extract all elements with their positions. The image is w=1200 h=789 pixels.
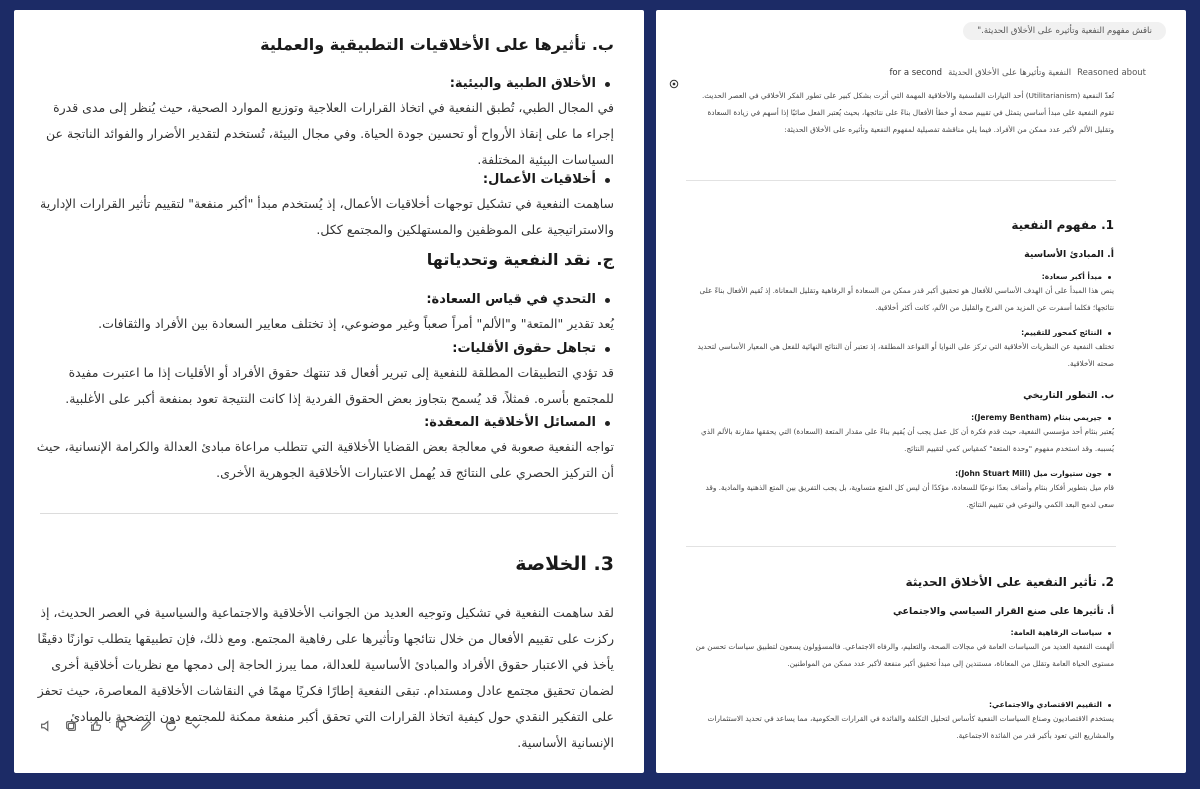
- regenerate-icon[interactable]: [163, 718, 178, 733]
- item-heading: مبدأ أكبر سعادة:: [694, 272, 1102, 281]
- subsection-heading: أ. تأثيرها على صنع القرار السياسي والاجتماعي: [892, 606, 1114, 617]
- speaker-icon[interactable]: [38, 718, 53, 733]
- item-body: في المجال الطبي، تُطبق النفعية في اتخاذ القرارات العلاجية وتوزيع الموارد الصحية، حيث يُنظر إلى مدى قدرة إجراء ما على إنقاذ الأرواح أو تحسين جودة الحياة. وفي مجال البيئة، تُستخدم لتقدير الأضرار والفوائد الناتجة عن السياسات البيئية المختلفة.: [46, 100, 614, 167]
- list-item: [34, 292, 614, 337]
- item-body: ينص هذا المبدأ على أن الهدف الأساسي للأفعال هو تحقيق أكبر قدر ممكن من السعادة أو الرفاهية وتقليل المعاناة. إذ تُقيم الأفعال بناءً على نتائجها؛ فكلما أسفرت عن المزيد من الفرح والقليل من الألم، كانت أكثر أخلاقية.: [699, 286, 1114, 312]
- item-body: ساهمت النفعية في تشكيل توجهات أخلاقيات الأعمال، إذ يُستخدم مبدأ "أكبر منفعة" لتقييم تأثير القرارات الإدارية والاستراتيجية على الموظفين والمستهلكين والمجتمع ككل.: [40, 196, 614, 237]
- section-heading: 2. تأثير النفعية على الأخلاق الحديثة: [905, 575, 1114, 589]
- list-item: [694, 700, 1114, 744]
- item-heading: المسائل الأخلاقية المعقدة:: [34, 415, 596, 430]
- list-item: [694, 628, 1114, 672]
- chat-conversation-panel: [656, 10, 1186, 773]
- reasoning-summary[interactable]: [686, 68, 1146, 78]
- list-item: [34, 341, 614, 412]
- reasoned-topic: النفعية وتأثيرها على الأخلاق الحديثة: [948, 68, 1072, 78]
- list-item: [694, 413, 1114, 457]
- assistant-logo-icon: [669, 79, 679, 89]
- list-item: [34, 415, 614, 486]
- item-body: قد تؤدي التطبيقات المطلقة للنفعية إلى تبرير أفعال قد تنتهك حقوق الأفراد أو الأقليات إذا ما اعتبرت مفيدة للمجتمع بأسره. فمثلاً، قد يُسمح بتجاوز بعض الحقوق الفردية إذا كانت النتيجة تعود بمنفعة أكبر على الأغلبية.: [65, 365, 614, 406]
- thumbs-up-icon[interactable]: [88, 718, 103, 733]
- edit-icon[interactable]: [138, 718, 153, 733]
- chevron-down-icon[interactable]: [188, 718, 203, 733]
- item-body: تواجه النفعية صعوبة في معالجة بعض القضايا الأخلاقية التي تتطلب مراعاة مبادئ العدالة والكرامة الإنسانية، حيث أن التركيز الحصري على النتائج قد يُهمل الاعتبارات الأخلاقية الجوهرية الأخرى.: [36, 439, 614, 480]
- item-body: قام ميل بتطوير أفكار بنثام وأضاف بعدًا نوعيًا للسعادة، مؤكدًا أن ليس كل المتع متساوية، بل يجب التفريق بين المتع الذهنية والمادية. وقد سعى لدمج البعد الكمي والنوعي في تقييم النتائج.: [705, 483, 1114, 509]
- list-item: [34, 76, 614, 173]
- item-heading: جيريمي بنثام (Jeremy Bentham):: [694, 413, 1102, 422]
- list-item: [694, 272, 1114, 316]
- response-continuation-panel: [14, 10, 644, 773]
- item-body: ألهمت النفعية العديد من السياسات العامة في مجالات الصحة، والتعليم، والرفاه الاجتماعي. فالمسؤولون يسعون لتطبيق سياسات تحسن من مستوى الحياة العامة وتقلل من المعاناة، مستندين إلى مبدأ تحقيق أكبر منفعة لأكبر عدد ممكن من المواطنين.: [695, 642, 1114, 668]
- item-heading: التقييم الاقتصادي والاجتماعي:: [694, 700, 1102, 709]
- divider: [686, 180, 1116, 181]
- reasoned-suffix: for a second: [889, 68, 943, 78]
- list-item: [34, 172, 614, 243]
- copy-icon[interactable]: [63, 718, 78, 733]
- divider: [40, 513, 618, 514]
- item-body: تختلف النفعية عن النظريات الأخلاقية التي تركز على النوايا أو القواعد المطلقة، إذ تعتبر أن النتائج النهائية للفعل هي المعيار الأساسي لتحديد صحته الأخلاقية.: [697, 342, 1114, 368]
- thumbs-down-icon[interactable]: [113, 718, 128, 733]
- list-item: [694, 469, 1114, 513]
- section-heading: 1. مفهوم النفعية: [1011, 218, 1114, 232]
- item-body: يُعد تقدير "المتعة" و"الألم" أمراً صعباً وغير موضوعي، إذ تختلف معايير السعادة بين الأفراد والثقافات.: [98, 316, 614, 331]
- item-heading: سياسات الرفاهية العامة:: [694, 628, 1102, 637]
- item-heading: التحدي في قياس السعادة:: [34, 292, 596, 307]
- item-heading: تجاهل حقوق الأقليات:: [34, 341, 596, 356]
- subsection-heading: أ. المبادئ الأساسية: [1024, 249, 1114, 260]
- user-message-bubble: ناقش مفهوم النفعية وتأثيره على الأخلاق الحديثة.": [963, 22, 1166, 40]
- item-body: يُعتبر بنثام أحد مؤسسي النفعية، حيث قدم فكرة أن كل عمل يجب أن يُقيم بناءً على مقدار المتعة (السعادة) التي يحققها مقارنة بالألم الذي يُسببه. وقد استخدم مفهوم "وحدة المتعة" كمقياس كمي لتقييم النتائج.: [701, 427, 1114, 453]
- applications-title: ب. تأثيرها على الأخلاقيات التطبيقية والعملية: [260, 35, 614, 54]
- intro-paragraph: تُعدّ النفعية (Utilitarianism) أحد التيارات الفلسفية والأخلاقية المهمة التي أثرت بشكل كبير على تطور الفكر الأخلاقي في العصر الحديث. تقوم النفعية على مبدأ أساسي يتمثل في تقييم صحة أو خطأ الأفعال بناءً على نتائجها، بحيث يُعتبر الفعل صائبًا إذا أسهم في زيادة السعادة وتقليل الألم لأكبر عدد ممكن من الأفراد. فيما يلي مناقشة تفصيلية لمفهوم النفعية وتأثيره على الأخلاق الحديثة:: [701, 91, 1114, 134]
- conclusion-title: 3. الخلاصة: [515, 553, 614, 575]
- list-item: [694, 328, 1114, 372]
- conclusion-text: لقد ساهمت النفعية في تشكيل وتوجيه العديد من الجوانب الأخلاقية والاجتماعية والسياسية في العصر الحديث، إذ ركزت على تقييم الأفعال من خلال نتائجها وتأثيرها على رفاهية المجتمع. ومع ذلك، فإن تطبيقها يتطلب توازنًا دقيقًا يأخذ في الاعتبار حقوق الأفراد والمبادئ الأساسية للعدالة، مما يبرز الحاجة إلى دمجها مع نظريات أخلاقية أخرى لضمان تحقيق مجتمع عادل ومستدام. تبقى النفعية إطارًا فكريًا مهمًا في النقاشات الأخلاقية المعاصرة، حيث تحفز على التفكير النقدي حول كيفية اتخاذ القرارات التي تحقق أكبر منفعة ممكنة للمجتمع دون التضحية بالمبادئ الإنسانية الأساسية.: [37, 605, 614, 750]
- item-heading: النتائج كمحور للتقييم:: [694, 328, 1102, 337]
- divider: [686, 546, 1116, 547]
- message-actions-toolbar: [38, 718, 203, 733]
- item-heading: الأخلاق الطبية والبيئية:: [34, 76, 596, 91]
- reasoned-prefix: Reasoned about: [1077, 68, 1146, 78]
- item-body: يستخدم الاقتصاديون وصناع السياسات النفعية كأساس لتحليل التكلفة والفائدة في القرارات الحكومية، مما يساعد في تحديد الاستثمارات والمشاريع التي تعود بأكبر قدر من الفائدة الاجتماعية.: [707, 714, 1114, 740]
- item-heading: أخلاقيات الأعمال:: [34, 172, 596, 187]
- subsection-heading: ب. التطور التاريخي: [1023, 390, 1114, 401]
- critique-title: ج. نقد النفعية وتحدياتها: [426, 250, 614, 269]
- item-heading: جون ستيوارت ميل (John Stuart Mill):: [694, 469, 1102, 478]
